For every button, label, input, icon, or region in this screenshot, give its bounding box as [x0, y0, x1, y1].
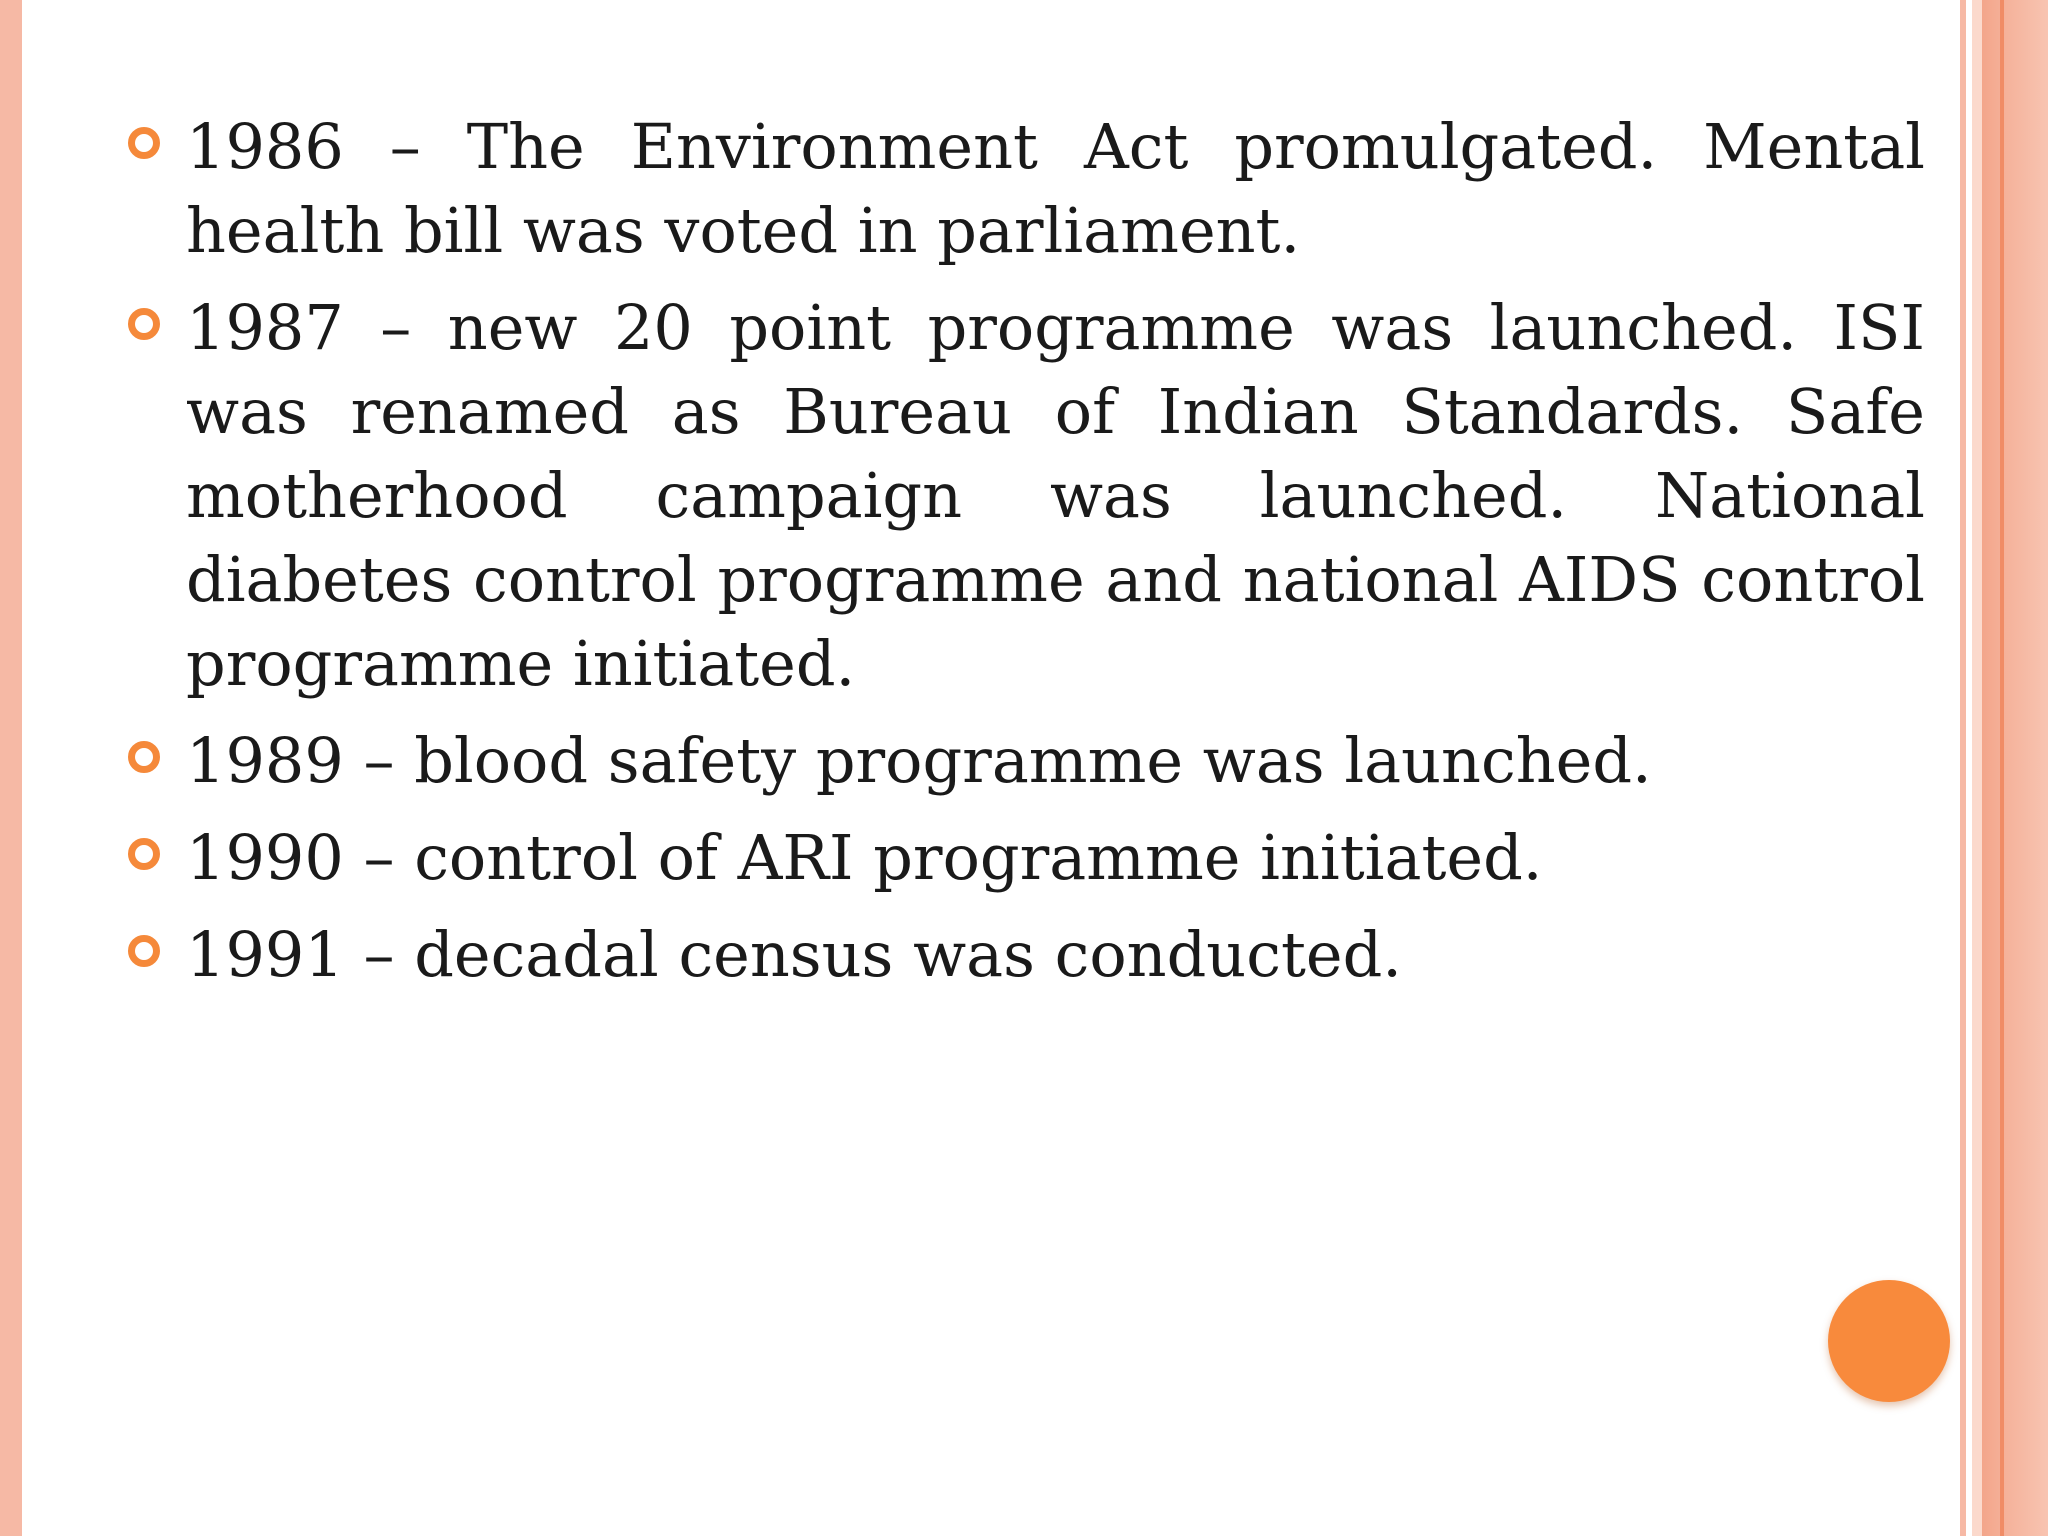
bullet-text: 1990 – control of ARI programme initiated. [186, 821, 1543, 894]
bullet-text: 1991 – decadal census was conducted. [186, 918, 1402, 991]
bullet-text: 1986 – The Environment Act promulgated. Mental health bill was voted in parliament. [186, 110, 1925, 267]
circle-bullet-icon [128, 127, 160, 159]
bullet-text: 1987 – new 20 point programme was launched. ISI was renamed as Bureau of Indian Standards. Safe motherhood campaign was launched. National diabetes control programme and national AIDS control programme initiated. [186, 291, 1925, 700]
right-border-stripe [1972, 0, 1982, 1536]
bullet-text: 1989 – blood safety programme was launched. [186, 724, 1652, 797]
bullet-item [120, 286, 1925, 706]
decorative-circle-icon [1828, 1280, 1950, 1402]
slide-content [120, 105, 1925, 1010]
right-border-stripe [1960, 0, 1966, 1536]
right-border-line [2000, 0, 2004, 1536]
circle-bullet-icon [128, 838, 160, 870]
bullet-item [120, 719, 1925, 803]
bullet-list [120, 105, 1925, 997]
right-border-band [1982, 0, 2048, 1536]
left-border-stripe [0, 0, 22, 1536]
circle-bullet-icon [128, 935, 160, 967]
circle-bullet-icon [128, 308, 160, 340]
circle-bullet-icon [128, 741, 160, 773]
bullet-item [120, 105, 1925, 273]
bullet-item [120, 913, 1925, 997]
bullet-item [120, 816, 1925, 900]
